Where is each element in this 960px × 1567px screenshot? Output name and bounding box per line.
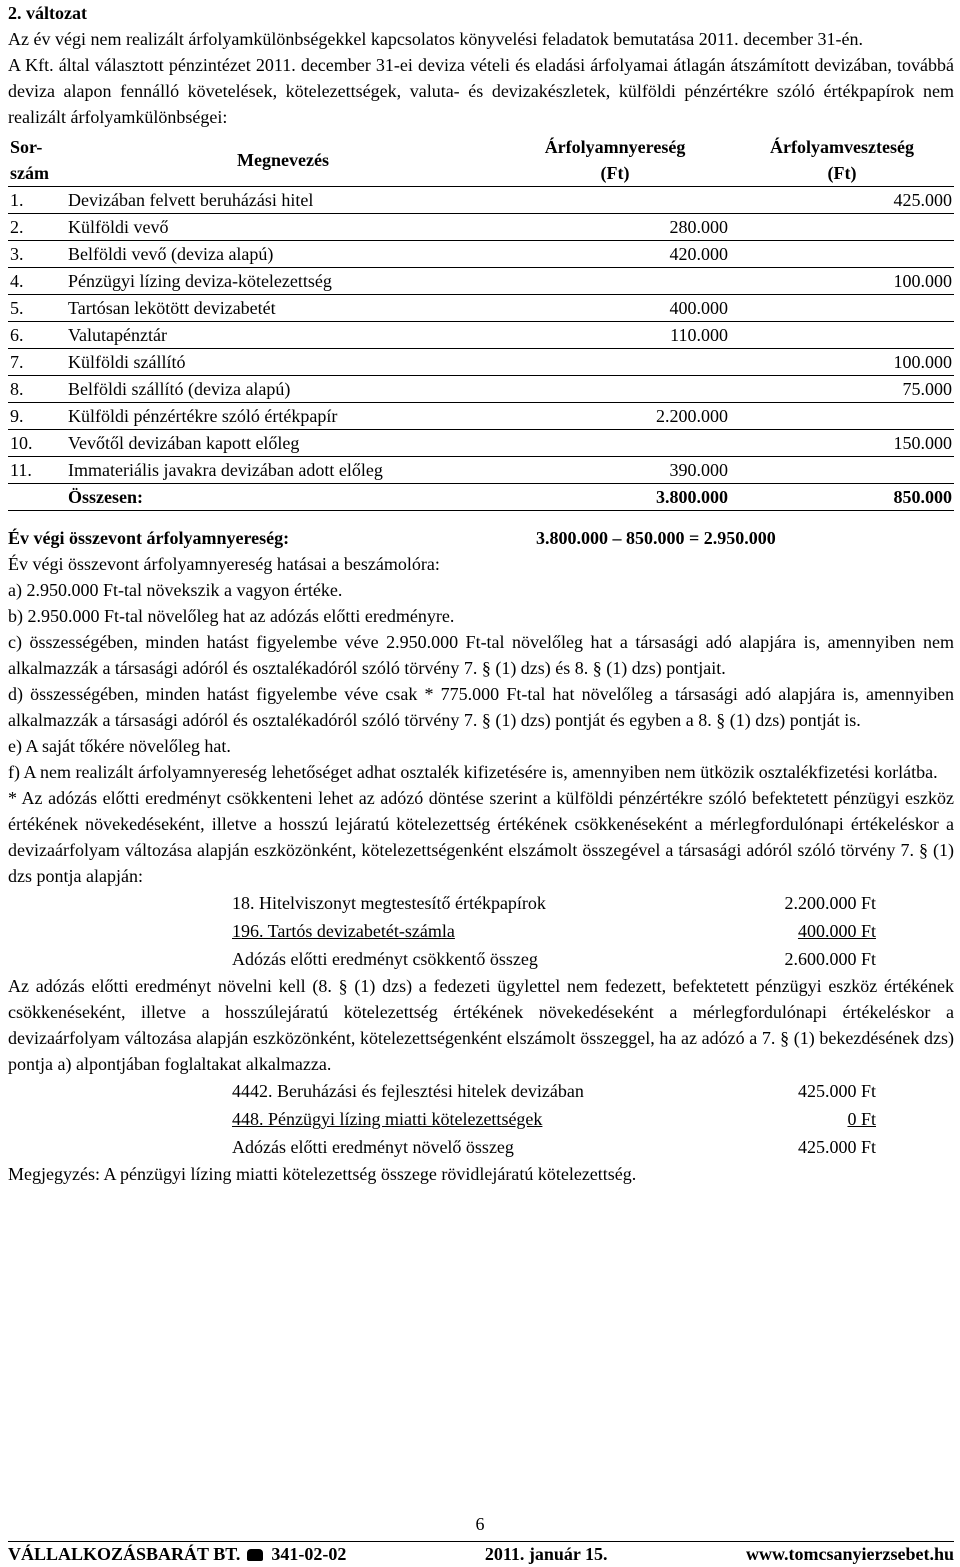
row-loss: [730, 295, 954, 322]
calc-row: [230, 945, 878, 973]
row-name: Devizában felvett beruházási hitel: [66, 187, 500, 214]
calc-row: [230, 889, 878, 917]
table-row: [8, 322, 954, 349]
calc-row: [230, 1105, 878, 1133]
effect-f: f) A nem realizált árfolyamnyereség lehetőséget adhat osztalék kifizetésére is, amennyiben nem ütközik osztalékfizetési korlátba.: [8, 762, 938, 782]
calc-label: 18. Hitelviszonyt megtestesítő értékpapírok: [232, 893, 546, 913]
calc-label: [230, 917, 724, 945]
effect-e: e) A saját tőkére növelőleg hat.: [8, 736, 231, 756]
header-gain-line1: Árfolyamnyereség: [544, 137, 686, 157]
row-num: 2.: [8, 214, 66, 241]
row-loss: [730, 241, 954, 268]
document-page: [8, 0, 954, 1187]
total-label: Összesen:: [66, 484, 500, 511]
row-num: 3.: [8, 241, 66, 268]
table-row: [8, 376, 954, 403]
row-name: Tartósan lekötött devizabetét: [66, 295, 500, 322]
header-loss-line2: (Ft): [827, 163, 857, 183]
row-loss: 425.000: [730, 187, 954, 214]
footer-date: 2011. január 15.: [484, 1544, 608, 1564]
calc-label-text: 448. Pénzügyi lízing miatti kötelezettségek: [232, 1109, 543, 1129]
section-heading: 2. változat: [8, 3, 87, 23]
calc-label: 4442. Beruházási és fejlesztési hitelek devizában: [232, 1081, 584, 1101]
footer-company-name: VÁLLALKOZÁSBARÁT BT.: [8, 1544, 241, 1564]
footer-phone: 341-02-02: [271, 1544, 347, 1564]
calc-reduce-table: [230, 889, 878, 973]
row-loss: [730, 214, 954, 241]
calc-row: [230, 1077, 878, 1105]
row-name: Külföldi pénzértékre szóló értékpapír: [66, 403, 500, 430]
calc-label-text: 196. Tartós devizabetét-számla: [232, 921, 455, 941]
row-name: Pénzügyi lízing deviza-kötelezettség: [66, 268, 500, 295]
row-gain: [500, 349, 730, 376]
note-increase: Az adózás előtti eredményt növelni kell (8. § (1) dzs) a fedezeti ügylettel nem fedezett, befektetett pénzügyi eszköz értékének csökkenéseként, illetve a hosszúlejáratú kötelezettség értékének növekedéseként a mérlegfordulónapi értékeléskor a devizaárfolyam változása alapján eszközönként, kötelezettségenként elszámolt összeggel, ha az adózó a 7. § (1) bekezdésének dzs) pontja a) alpontjában foglaltakat alkalmazza.: [8, 976, 954, 1074]
header-num-line1: Sor-: [10, 137, 43, 157]
effect-d: d) összességében, minden hatást figyelembe véve csak * 775.000 Ft-tal hat növelőleg a társasági adó alapjára is, amennyiben alkalmazzák a társasági adóról és osztalékadóról szóló törvény 7. § (1) dzs) pontját és egyben a 8. § (1) dzs) pontját is.: [8, 684, 954, 730]
calc-amount-text: 400.000 Ft: [797, 921, 876, 941]
total-loss: 850.000: [730, 484, 954, 511]
row-num: 11.: [8, 457, 66, 484]
row-num: 7.: [8, 349, 66, 376]
effect-a: a) 2.950.000 Ft-tal növekszik a vagyon értéke.: [8, 580, 343, 600]
calc-amount: 425.000 Ft: [797, 1081, 876, 1101]
row-name: Belföldi vevő (deviza alapú): [66, 241, 500, 268]
summary-label: Év végi összevont árfolyamnyereség:: [8, 528, 290, 548]
calc-amount: 2.200.000 Ft: [784, 893, 876, 913]
table-row: [8, 295, 954, 322]
calc-row: [230, 1133, 878, 1161]
row-name: Belföldi szállító (deviza alapú): [66, 376, 500, 403]
summary-value: 3.800.000 – 850.000 = 2.950.000: [536, 528, 776, 548]
row-gain: 420.000: [500, 241, 730, 268]
header-name: Megnevezés: [66, 134, 500, 187]
summary-line: [8, 525, 954, 551]
row-name: Immateriális javakra devizában adott előleg: [66, 457, 500, 484]
row-loss: 75.000: [730, 376, 954, 403]
row-num: 5.: [8, 295, 66, 322]
table-row: [8, 187, 954, 214]
row-gain: 400.000: [500, 295, 730, 322]
row-num: 1.: [8, 187, 66, 214]
table-row: [8, 241, 954, 268]
row-gain: 110.000: [500, 322, 730, 349]
table-row: [8, 457, 954, 484]
total-num-empty: [8, 484, 66, 511]
row-loss: [730, 403, 954, 430]
row-num: 10.: [8, 430, 66, 457]
table-row: [8, 430, 954, 457]
row-loss: 150.000: [730, 430, 954, 457]
header-gain: [500, 134, 730, 187]
calc-label: [230, 1105, 724, 1133]
phone-icon: [247, 1549, 263, 1561]
calc-amount: 2.600.000 Ft: [784, 949, 876, 969]
header-loss: [730, 134, 954, 187]
calc-amount: [724, 1105, 878, 1133]
row-gain: [500, 376, 730, 403]
row-gain: 390.000: [500, 457, 730, 484]
table-row: [8, 214, 954, 241]
row-loss: 100.000: [730, 268, 954, 295]
calc-row: [230, 917, 878, 945]
header-loss-line1: Árfolyamveszteség: [770, 137, 914, 157]
table-row: [8, 403, 954, 430]
page-footer: [8, 1541, 954, 1566]
row-gain: [500, 187, 730, 214]
footer-company: [8, 1542, 346, 1566]
row-gain: 280.000: [500, 214, 730, 241]
row-gain: [500, 268, 730, 295]
row-num: 6.: [8, 322, 66, 349]
row-name: Vevőtől devizában kapott előleg: [66, 430, 500, 457]
row-name: Valutapénztár: [66, 322, 500, 349]
header-gain-line2: (Ft): [600, 163, 630, 183]
calc-label: Adózás előtti eredményt növelő összeg: [232, 1137, 514, 1157]
intro-paragraph-2: A Kft. által választott pénzintézet 2011. december 31-ei deviza vételi és eladási árfolyamai átlagán átszámított devizában, továbbá deviza alapon fennálló követelések, kötelezettségek, valuta- és devizakészletek, külföldi pénzértékre szóló értékpapírok nem realizált árfolyamkülönbségei:: [8, 55, 954, 127]
row-num: 8.: [8, 376, 66, 403]
row-loss: [730, 457, 954, 484]
row-num: 4.: [8, 268, 66, 295]
effect-c: c) összességében, minden hatást figyelembe véve 2.950.000 Ft-tal növelőleg hat a társasági adó alapjára is, amennyiben nem alkalmazzák a társasági adóról és osztalékadóról szóló törvény 7. § (1) dzs) és 8. § (1) dzs) pontjait.: [8, 632, 954, 678]
exchange-difference-table: [8, 134, 954, 511]
row-gain: [500, 430, 730, 457]
row-num: 9.: [8, 403, 66, 430]
calc-amount-text: 0 Ft: [847, 1109, 876, 1129]
note-reduce: * Az adózás előtti eredményt csökkenteni lehet az adózó döntése szerint a külföldi pénzértékre szóló befektetett pénzügyi eszköz értékének növekedéseként, illetve a hosszú lejáratú kötelezettség értékének csökkenéseként a mérlegfordulónapi értékeléskor a devizaárfolyam változása alapján eszközönként, kötelezettségenként elszámolt összegével a társasági adóról szóló törvény 7. § (1) dzs pontja alapján:: [8, 788, 954, 886]
table-row: [8, 268, 954, 295]
footer-website[interactable]: www.tomcsanyierzsebet.hu: [746, 1544, 954, 1564]
header-num: [8, 134, 66, 187]
row-name: Külföldi vevő: [66, 214, 500, 241]
calc-label: Adózás előtti eredményt csökkentő összeg: [232, 949, 538, 969]
row-loss: 100.000: [730, 349, 954, 376]
calc-increase-table: [230, 1077, 878, 1161]
row-loss: [730, 322, 954, 349]
intro-paragraph-1: Az év végi nem realizált árfolyamkülönbségekkel kapcsolatos könyvelési feladatok bemutatása 2011. december 31-én.: [8, 29, 864, 49]
total-gain: 3.800.000: [500, 484, 730, 511]
page-number: 6: [475, 1514, 485, 1534]
table-row: [8, 349, 954, 376]
row-name: Külföldi szállító: [66, 349, 500, 376]
table-total-row: [8, 484, 954, 511]
calc-amount: [724, 917, 878, 945]
effect-b: b) 2.950.000 Ft-tal növelőleg hat az adózás előtti eredményre.: [8, 606, 455, 626]
calc-amount: 425.000 Ft: [797, 1137, 876, 1157]
remark: Megjegyzés: A pénzügyi lízing miatti kötelezettség összege rövidlejáratú kötelezettség.: [8, 1164, 637, 1184]
effects-title: Év végi összevont árfolyamnyereség hatásai a beszámolóra:: [8, 554, 440, 574]
row-gain: 2.200.000: [500, 403, 730, 430]
header-num-line2: szám: [10, 163, 49, 183]
